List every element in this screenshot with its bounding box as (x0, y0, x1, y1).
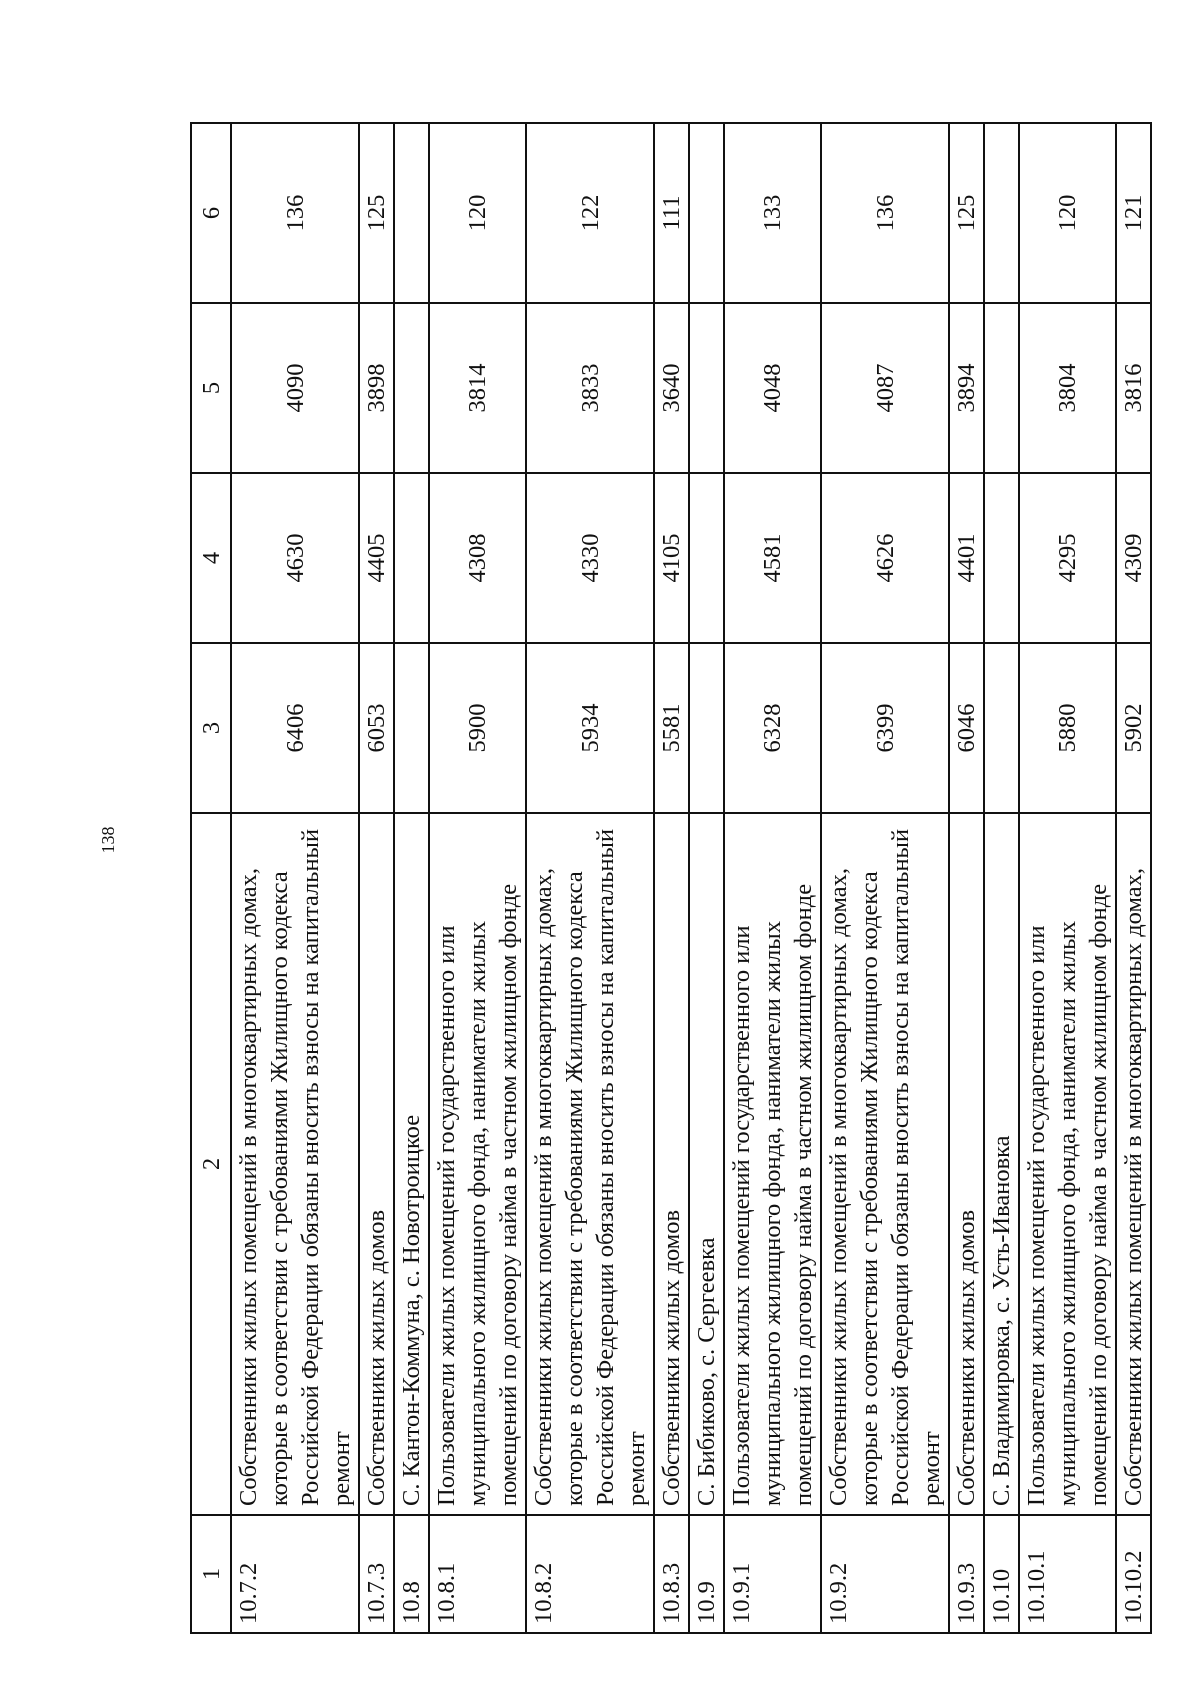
row-value-col6: 133 (724, 123, 821, 303)
row-value-col6: 125 (949, 123, 984, 303)
row-value-col4: 4308 (429, 473, 526, 643)
header-cell-3: 3 (191, 643, 231, 813)
row-description: С. Кантон-Коммуна, с. Новотроицкое (394, 813, 429, 1515)
row-id: 10.10.2 (1116, 1515, 1151, 1633)
row-description: Собственники жилых домов (359, 813, 394, 1515)
row-value-col4: 4330 (526, 473, 654, 643)
row-value-col5: 3894 (949, 303, 984, 473)
row-description: Пользователи жилых помещений государственного или муниципального жилищного фонда, наниматели жилых помещений по договору найма в частном жилищном фонде (724, 813, 821, 1515)
row-id: 10.10.1 (1019, 1515, 1116, 1633)
row-value-col6: 111 (654, 123, 689, 303)
table-row (1019, 123, 1116, 1633)
row-value-col4 (689, 473, 724, 643)
row-value-col4 (984, 473, 1019, 643)
row-description: Собственники жилых помещений в многоквартирных домах, которые в соответствии с требованиями Жилищного кодекса Российской Федерации обязаны вносить взносы на капитальный ремонт (821, 813, 949, 1515)
row-id: 10.8.3 (654, 1515, 689, 1633)
row-value-col3: 5581 (654, 643, 689, 813)
row-value-col6 (689, 123, 724, 303)
row-id: 10.7.3 (359, 1515, 394, 1633)
row-value-col3: 6046 (949, 643, 984, 813)
row-description: С. Владимировка, с. Усть-Ивановка (984, 813, 1019, 1515)
row-id: 10.8.2 (526, 1515, 654, 1633)
row-value-col4: 4630 (231, 473, 359, 643)
row-value-col4: 4295 (1019, 473, 1116, 643)
row-value-col3 (689, 643, 724, 813)
row-id: 10.8.1 (429, 1515, 526, 1633)
row-description: Собственники жилых домов (654, 813, 689, 1515)
row-value-col3: 6328 (724, 643, 821, 813)
row-value-col5: 3640 (654, 303, 689, 473)
row-description: Пользователи жилых помещений государственного или муниципального жилищного фонда, наниматели жилых помещений по договору найма в частном жилищном фонде (429, 813, 526, 1515)
row-value-col5: 4087 (821, 303, 949, 473)
row-value-col6: 136 (231, 123, 359, 303)
row-value-col5 (689, 303, 724, 473)
row-value-col3: 5880 (1019, 643, 1116, 813)
table-row (654, 123, 689, 1633)
row-value-col4 (394, 473, 429, 643)
row-value-col3: 6399 (821, 643, 949, 813)
row-value-col5 (984, 303, 1019, 473)
row-value-col6: 120 (429, 123, 526, 303)
row-id: 10.9.3 (949, 1515, 984, 1633)
row-value-col6 (394, 123, 429, 303)
header-cell-4: 4 (191, 473, 231, 643)
row-description: Собственники жилых помещений в многоквартирных домах, которые в соответствии с требованиями Жилищного кодекса Российской Федерации обязаны вносить взносы на капитальный ремонт (526, 813, 654, 1515)
table-row (526, 123, 654, 1633)
row-value-col6: 121 (1116, 123, 1151, 303)
table-row (231, 123, 359, 1633)
header-cell-5: 5 (191, 303, 231, 473)
row-value-col5: 4090 (231, 303, 359, 473)
row-value-col5: 3816 (1116, 303, 1151, 473)
row-value-col4: 4105 (654, 473, 689, 643)
tariff-table (190, 122, 1152, 1634)
row-value-col5: 4048 (724, 303, 821, 473)
row-value-col5: 3804 (1019, 303, 1116, 473)
header-cell-6: 6 (191, 123, 231, 303)
row-description: Собственники жилых помещений в многоквартирных домах, (1116, 813, 1151, 1515)
table-row (984, 123, 1019, 1633)
row-description: С. Бибиково, с. Сергеевка (689, 813, 724, 1515)
row-value-col4: 4581 (724, 473, 821, 643)
row-id: 10.9.1 (724, 1515, 821, 1633)
row-value-col6: 120 (1019, 123, 1116, 303)
table-row (821, 123, 949, 1633)
row-value-col3 (394, 643, 429, 813)
row-value-col6: 122 (526, 123, 654, 303)
table-row (394, 123, 429, 1633)
row-value-col5: 3814 (429, 303, 526, 473)
table-header-row (191, 123, 231, 1633)
row-value-col5: 3898 (359, 303, 394, 473)
row-value-col5 (394, 303, 429, 473)
rotated-table-container (190, 124, 1147, 1634)
row-value-col3: 6053 (359, 643, 394, 813)
row-value-col4: 4309 (1116, 473, 1151, 643)
row-id: 10.8 (394, 1515, 429, 1633)
row-value-col6 (984, 123, 1019, 303)
row-description: Собственники жилых помещений в многоквартирных домах, которые в соответствии с требованиями Жилищного кодекса Российской Федерации обязаны вносить взносы на капитальный ремонт (231, 813, 359, 1515)
page-number: 138 (98, 826, 118, 854)
row-value-col5: 3833 (526, 303, 654, 473)
table-row (949, 123, 984, 1633)
header-cell-2: 2 (191, 813, 231, 1515)
row-id: 10.9.2 (821, 1515, 949, 1633)
row-id: 10.7.2 (231, 1515, 359, 1633)
row-id: 10.9 (689, 1515, 724, 1633)
row-value-col6: 136 (821, 123, 949, 303)
table-row (689, 123, 724, 1633)
row-description: Собственники жилых домов (949, 813, 984, 1515)
row-id: 10.10 (984, 1515, 1019, 1633)
row-value-col3: 5902 (1116, 643, 1151, 813)
row-value-col3: 5900 (429, 643, 526, 813)
table-row (1116, 123, 1151, 1633)
row-value-col4: 4401 (949, 473, 984, 643)
row-value-col4: 4626 (821, 473, 949, 643)
row-value-col3: 6406 (231, 643, 359, 813)
row-value-col6: 125 (359, 123, 394, 303)
header-cell-1: 1 (191, 1515, 231, 1633)
row-description: Пользователи жилых помещений государственного или муниципального жилищного фонда, наниматели жилых помещений по договору найма в частном жилищном фонде (1019, 813, 1116, 1515)
row-value-col4: 4405 (359, 473, 394, 643)
row-value-col3: 5934 (526, 643, 654, 813)
table-row (429, 123, 526, 1633)
table-row (359, 123, 394, 1633)
row-value-col3 (984, 643, 1019, 813)
table-row (724, 123, 821, 1633)
